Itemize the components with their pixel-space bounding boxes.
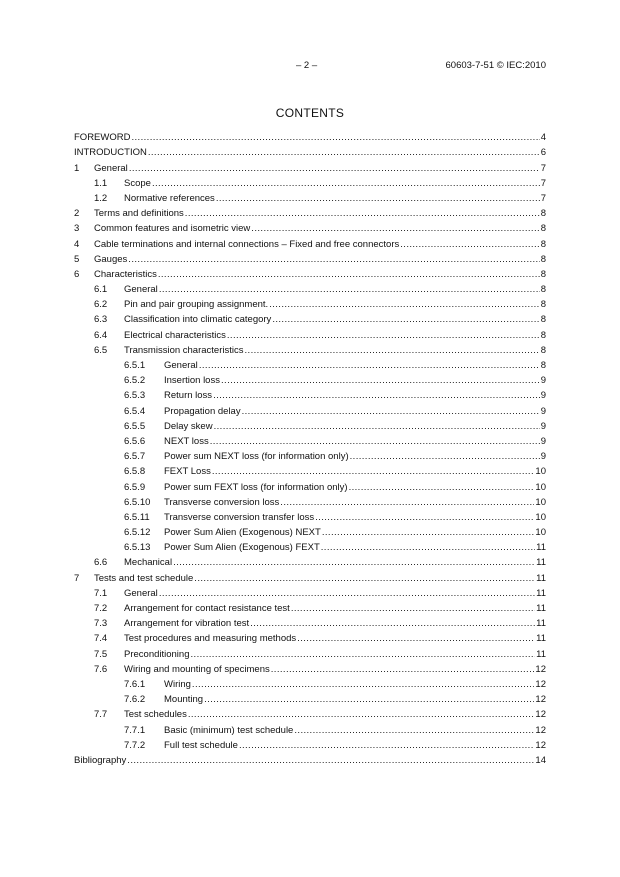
toc-dot-leader [173,557,535,569]
toc-entry[interactable] [74,524,546,539]
toc-dot-leader [297,633,535,645]
toc-entry-label: General [124,284,158,296]
toc-entry[interactable] [74,600,546,615]
toc-entry[interactable] [74,706,546,721]
toc-entry-page: 8 [540,208,546,220]
toc-entry-number: 6.3 [94,314,108,326]
toc-entry-page: 8 [540,329,546,341]
toc-entry-number: 6.5.9 [124,481,146,493]
toc-entry[interactable] [74,509,546,524]
toc-entry-label: Pin and pair grouping assignment. [124,299,269,311]
toc-dot-leader [158,269,540,281]
toc-entry-number: 6.5.3 [124,390,146,402]
toc-entry-number: 6.5.7 [124,451,146,463]
toc-entry-page: 4 [540,132,546,144]
toc-entry-number: 6.6 [94,557,108,569]
toc-entry-label: Arrangement for contact resistance test [124,603,290,614]
toc-entry-page: 11 [536,572,546,584]
toc-entry-number: 6.5.12 [124,527,151,539]
toc-entry-number: 4 [74,238,80,250]
toc-entry-number: 6.5.5 [124,420,146,432]
toc-dot-leader [269,299,540,311]
toc-dot-leader [350,451,540,463]
toc-entry-page: 9 [540,375,546,387]
toc-entry-label: Delay skew [164,420,213,432]
toc-entry-label: FEXT Loss [164,466,211,478]
toc-entry-page: 11 [536,648,546,660]
toc-dot-leader [227,330,540,342]
toc-entry-number: 7.7 [94,709,108,721]
toc-entry-number: 1.2 [94,192,108,204]
toc-entry[interactable] [74,494,546,509]
toc-entry-page: 11 [536,587,546,599]
toc-entry-label: FOREWORD [74,132,131,144]
toc-entry[interactable] [74,721,546,736]
toc-entry-label: Wiring and mounting of specimens [124,663,270,675]
toc-entry-label: Scope [124,177,151,189]
toc-dot-leader [127,755,534,767]
toc-dot-leader [251,223,539,235]
toc-dot-leader [216,193,540,205]
toc-entry[interactable] [74,342,546,357]
toc-entry-label: Characteristics [94,268,157,280]
toc-dot-leader [322,527,535,539]
toc-entry[interactable] [74,190,546,205]
toc-dot-leader [159,588,535,600]
toc-entry-label: Power sum NEXT loss (for information only) [164,451,349,463]
toc-entry-page: 9 [540,390,546,402]
toc-entry[interactable] [74,478,546,493]
toc-dot-leader [239,740,534,752]
toc-dot-leader [210,436,540,448]
toc-dot-leader [128,254,539,266]
toc-entry-label: Transmission characteristics [124,344,244,356]
toc-entry-page: 10 [535,481,546,493]
toc-dot-leader [131,132,539,144]
toc-entry[interactable] [74,296,546,311]
toc-entry[interactable] [74,281,546,296]
toc-entry-label: General [164,360,198,371]
toc-entry-number: 6.1 [94,284,108,296]
toc-entry-label: Classification into climatic category [124,314,272,326]
toc-entry-page: 11 [536,603,546,614]
toc-entry-label: Preconditioning [124,648,190,660]
toc-entry-page: 8 [540,253,546,265]
toc-entry-page: 9 [540,451,546,463]
toc-entry-label: Test schedules [124,709,187,721]
toc-entry-number: 7.6.1 [124,678,146,690]
toc-entry[interactable] [74,463,546,478]
toc-entry-label: Full test schedule [164,739,238,751]
toc-entry-label: Common features and isometric view [94,223,251,235]
toc-entry-label: Bibliography [74,754,127,766]
toc-entry[interactable] [74,418,546,433]
toc-entry-label: Wiring [164,678,191,690]
toc-entry-number: 6.5.13 [124,542,151,554]
toc-entry-page: 12 [535,678,546,690]
toc-entry-page: 10 [535,527,546,539]
toc-entry[interactable] [74,205,546,220]
toc-dot-leader [192,679,535,691]
toc-entry-page: 8 [540,268,546,280]
toc-entry-number: 7.1 [94,587,108,599]
toc-dot-leader [400,239,539,251]
toc-entry-page: 11 [536,542,546,554]
toc-entry-number: 6.4 [94,329,108,341]
toc-dot-leader [271,664,535,676]
toc-entry-label: General [94,162,128,174]
toc-entry-label: Transverse conversion transfer loss [164,511,315,523]
toc-entry[interactable] [74,175,546,190]
toc-entry-number: 7.5 [94,648,108,660]
toc-dot-leader [185,208,540,220]
toc-entry-number: 1 [74,162,80,174]
toc-entry[interactable] [74,615,546,630]
toc-entry-page: 8 [540,344,546,356]
toc-entry-number: 7.2 [94,603,108,614]
toc-dot-leader [244,345,539,357]
toc-entry-number: 1.1 [94,177,108,189]
toc-dot-leader [199,360,540,372]
toc-dot-leader [213,390,540,402]
toc-entry[interactable] [74,402,546,417]
toc-entry[interactable] [74,266,546,281]
toc-entry-page: 8 [540,238,546,250]
toc-entry[interactable] [74,737,546,752]
toc-entry[interactable] [74,539,546,554]
toc-entry-number: 6.5.8 [124,466,146,478]
toc-entry-number: 7.6 [94,663,108,675]
toc-entry[interactable] [74,630,546,645]
toc-entry-label: Test procedures and measuring methods [124,633,297,645]
toc-dot-leader [221,375,540,387]
toc-entry-label: NEXT loss [164,435,209,447]
toc-entry-page: 8 [540,360,546,371]
toc-dot-leader [152,178,540,190]
toc-entry-label: Power Sum Alien (Exogenous) FEXT [164,542,320,554]
toc-entry-number: 5 [74,253,80,265]
page-number: – 2 – [296,60,318,71]
toc-entry-label: Return loss [164,390,213,402]
toc-entry-page: 9 [540,405,546,417]
toc-entry-number: 6.5.1 [124,360,146,371]
toc-entry-number: 7.3 [94,618,108,630]
toc-entry-label: Mechanical [124,557,173,569]
toc-entry[interactable] [74,251,546,266]
toc-dot-leader [294,725,534,737]
toc-entry-label: Normative references [124,192,215,204]
table-of-contents [74,129,546,767]
toc-entry-page: 9 [540,420,546,432]
toc-entry[interactable] [74,235,546,250]
toc-entry[interactable] [74,326,546,341]
toc-entry-page: 10 [535,511,546,523]
toc-dot-leader [315,512,534,524]
toc-entry-page: 8 [540,223,546,235]
toc-entry-number: 6 [74,268,80,280]
toc-entry-page: 14 [535,754,546,766]
toc-dot-leader [148,147,540,159]
toc-entry[interactable] [74,661,546,676]
toc-entry-number: 6.5.4 [124,405,146,417]
toc-dot-leader [242,406,540,418]
toc-entry-page: 12 [535,694,546,706]
toc-entry-page: 12 [535,724,546,736]
toc-entry[interactable] [74,129,546,144]
page-header [0,60,620,74]
toc-entry[interactable] [74,645,546,660]
toc-entry-page: 11 [536,618,546,630]
toc-entry-label: Insertion loss [164,375,220,387]
toc-entry-page: 8 [540,314,546,326]
toc-entry-label: Gauges [94,253,128,265]
toc-entry-label: Transverse conversion loss [164,496,280,508]
toc-entry-page: 12 [535,739,546,751]
toc-entry[interactable] [74,144,546,159]
toc-entry-number: 6.5.11 [124,511,150,523]
toc-entry-page: 7 [540,177,546,189]
toc-entry-page: 7 [540,162,546,174]
toc-entry-number: 7.7.1 [124,724,146,736]
toc-entry[interactable] [74,433,546,448]
toc-entry-page: 11 [536,633,546,645]
toc-entry-page: 8 [540,284,546,296]
toc-entry-page: 11 [536,557,546,569]
toc-entry-page: 9 [540,435,546,447]
toc-entry-label: Tests and test schedule [94,572,194,584]
toc-dot-leader [194,573,535,585]
toc-entry-number: 6.5.2 [124,375,146,387]
toc-entry-number: 6.5.10 [124,496,151,508]
toc-entry-number: 7.7.2 [124,739,146,751]
toc-dot-leader [280,497,534,509]
toc-dot-leader [272,314,539,326]
toc-entry-page: 7 [540,192,546,204]
toc-entry-page: 12 [535,709,546,721]
toc-entry-number: 7.4 [94,633,108,645]
toc-entry[interactable] [74,387,546,402]
toc-dot-leader [321,542,535,554]
toc-dot-leader [159,284,540,296]
toc-entry[interactable] [74,159,546,174]
toc-dot-leader [188,709,535,721]
toc-entry-label: INTRODUCTION [74,147,147,159]
toc-entry-number: 6.5 [94,344,108,356]
toc-dot-leader [191,649,536,661]
toc-entry-number: 7 [74,572,80,584]
toc-entry[interactable] [74,752,546,767]
toc-entry-label: Power Sum Alien (Exogenous) NEXT [164,527,321,539]
toc-entry-number: 2 [74,208,80,220]
toc-entry-page: 10 [535,496,546,508]
toc-entry-number: 3 [74,223,80,235]
toc-entry-label: Electrical characteristics [124,329,226,341]
toc-entry[interactable] [74,569,546,584]
toc-entry[interactable] [74,220,546,235]
page-title: CONTENTS [275,106,345,120]
toc-entry-page: 10 [535,466,546,478]
toc-entry-label: Arrangement for vibration test [124,618,250,630]
toc-entry-label: Power sum FEXT loss (for information only) [164,481,348,493]
toc-entry[interactable] [74,448,546,463]
toc-entry-label: Basic (minimum) test schedule [164,724,294,736]
toc-entry-label: Propagation delay [164,405,241,417]
toc-dot-leader [349,482,535,494]
toc-dot-leader [129,163,540,175]
toc-entry-page: 6 [540,147,546,159]
toc-entry-label: Cable terminations and internal connections – Fixed and free connectors [94,238,400,250]
toc-dot-leader [291,603,535,615]
toc-entry-number: 6.2 [94,299,108,311]
toc-entry[interactable] [74,357,546,372]
toc-entry[interactable] [74,585,546,600]
toc-entry[interactable] [74,676,546,691]
toc-entry[interactable] [74,554,546,569]
toc-entry[interactable] [74,311,546,326]
toc-entry-number: 6.5.6 [124,435,146,447]
toc-dot-leader [214,421,540,433]
document-id: 60603-7-51 © IEC:2010 [445,60,546,71]
toc-entry-page: 8 [540,299,546,311]
toc-entry[interactable] [74,691,546,706]
toc-entry-label: Terms and definitions [94,208,184,220]
toc-entry-label: Mounting [164,694,204,706]
toc-dot-leader [212,466,535,478]
toc-entry-number: 7.6.2 [124,694,146,706]
toc-entry[interactable] [74,372,546,387]
toc-dot-leader [204,694,534,706]
toc-entry-label: General [124,587,158,599]
toc-dot-leader [250,618,535,630]
toc-entry-page: 12 [535,663,546,675]
